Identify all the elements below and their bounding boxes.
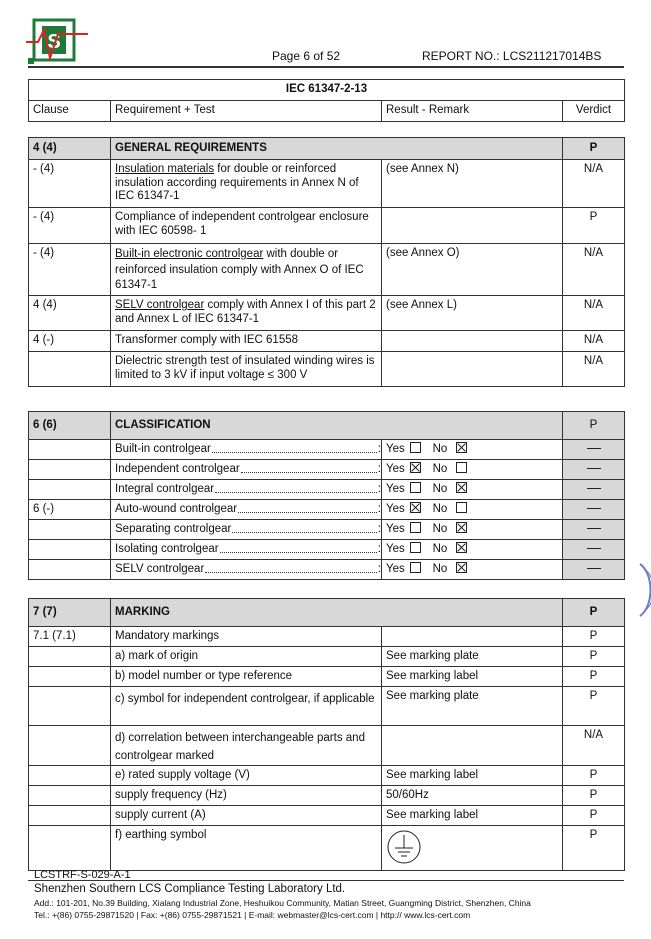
yes-checkbox[interactable]	[410, 502, 421, 513]
table-row: a) mark of origin See marking plate P	[29, 647, 625, 667]
table-row: 4 (-) Transformer comply with IEC 61558 N/A	[29, 331, 625, 352]
classification-label: Isolating controlgear	[115, 542, 219, 555]
svg-text:S: S	[47, 31, 61, 53]
table-row: Separating controlgear : Yes No	[29, 520, 625, 540]
verdict-dash	[587, 488, 601, 489]
header-rule	[28, 66, 624, 68]
table-row: f) earthing symbol P	[29, 826, 625, 871]
section-7-clause: 7 (7)	[29, 599, 111, 627]
section-4-table	[28, 137, 625, 387]
section-6-table	[28, 411, 625, 580]
table-row: 6 (-) Auto-wound controlgear : Yes No	[29, 500, 625, 520]
footer-rule	[28, 880, 624, 881]
table-row: b) model number or type reference See marking label P	[29, 667, 625, 687]
verdict-dash	[587, 468, 601, 469]
table-row: 4 (4) SELV controlgear comply with Annex I of this part 2 and Annex L of IEC 61347-1 (see Annex L) N/A	[29, 296, 625, 331]
classification-label: Integral controlgear	[115, 482, 215, 495]
classification-label: SELV controlgear	[115, 562, 205, 575]
section-7-table	[28, 598, 625, 871]
table-row: Integral controlgear : Yes No	[29, 480, 625, 500]
stamp-fragment-icon	[636, 560, 651, 620]
yes-checkbox[interactable]	[410, 542, 421, 553]
no-checkbox[interactable]	[456, 482, 467, 493]
section-4-verdict: P	[563, 138, 625, 160]
table-row: d) correlation between interchangeable parts and controlgear marked N/A	[29, 726, 625, 766]
no-checkbox[interactable]	[456, 502, 467, 513]
col-requirement: Requirement + Test	[111, 101, 382, 122]
table-row: SELV controlgear : Yes No	[29, 560, 625, 580]
classification-label: Independent controlgear	[115, 462, 240, 475]
verdict-dash	[587, 448, 601, 449]
verdict-dash	[587, 528, 601, 529]
table-row: Built-in controlgear : Yes No	[29, 440, 625, 460]
table-row: Isolating controlgear : Yes No	[29, 540, 625, 560]
report-number: REPORT NO.: LCS211217014BS	[422, 49, 602, 63]
yes-checkbox[interactable]	[410, 562, 421, 573]
section-6-verdict: P	[563, 412, 625, 440]
company-name: Shenzhen Southern LCS Compliance Testing Laboratory Ltd.	[34, 883, 346, 895]
verdict-dash	[587, 568, 601, 569]
no-checkbox[interactable]	[456, 442, 467, 453]
company-address: Add.: 101-201, No.39 Building, Xialang Industrial Zone, Heshuikou Community, Matian Street, Guangming District, Shenzhen, China	[34, 898, 531, 908]
table-row: supply current (A) See marking label P	[29, 806, 625, 826]
yes-checkbox[interactable]	[410, 462, 421, 473]
section-7-heading	[29, 599, 625, 627]
section-7-title: MARKING	[111, 599, 563, 627]
yes-checkbox[interactable]	[410, 522, 421, 533]
no-checkbox[interactable]	[456, 522, 467, 533]
col-clause: Clause	[29, 101, 111, 122]
table-row: - (4) Compliance of independent controlgear enclosure with IEC 60598- 1 P	[29, 208, 625, 244]
col-result: Result - Remark	[382, 101, 563, 122]
company-contact: Tel.: +(86) 0755-29871520 | Fax: +(86) 0755-29871521 | E-mail: webmaster@lcs-cert.com | http:// www.lcs-cert.com	[34, 910, 471, 920]
table-row: c) symbol for independent controlgear, if applicable See marking plate P	[29, 687, 625, 726]
yes-checkbox[interactable]	[410, 482, 421, 493]
table-row: Dielectric strength test of insulated winding wires is limited to 3 kV if input voltage ≤ 300 V N/A	[29, 352, 625, 387]
standard-title: IEC 61347-2-13	[29, 80, 625, 101]
section-4-clause: 4 (4)	[29, 138, 111, 160]
classification-label: Separating controlgear	[115, 522, 232, 535]
no-checkbox[interactable]	[456, 542, 467, 553]
header-table	[28, 79, 625, 122]
verdict-dash	[587, 508, 601, 509]
table-row: - (4) Insulation materials for double or reinforced insulation according requirements in Annex N of IEC 61347-1 (see Annex N) N/A	[29, 160, 625, 208]
classification-label: Built-in controlgear	[115, 442, 211, 455]
verdict-dash	[587, 548, 601, 549]
section-6-heading	[29, 412, 625, 440]
table-row: - (4) Built-in electronic controlgear with double or reinforced insulation comply with Annex O of IEC 61347-1 (see Annex O) N/A	[29, 244, 625, 296]
earth-symbol-icon	[386, 829, 422, 865]
table-row: Independent controlgear : Yes No	[29, 460, 625, 480]
yes-checkbox[interactable]	[410, 442, 421, 453]
table-row: 7.1 (7.1) Mandatory markings P	[29, 627, 625, 647]
no-checkbox[interactable]	[456, 562, 467, 573]
section-6-title: CLASSIFICATION	[111, 412, 563, 440]
col-verdict: Verdict	[563, 101, 625, 122]
form-number: LCSTRF-S-029-A-1	[34, 869, 131, 881]
lcs-logo	[24, 14, 90, 66]
table-row: supply frequency (Hz) 50/60Hz P	[29, 786, 625, 806]
section-7-verdict: P	[563, 599, 625, 627]
classification-label: Auto-wound controlgear	[115, 502, 238, 515]
section-6-clause: 6 (6)	[29, 412, 111, 440]
page-number: Page 6 of 52	[272, 49, 341, 63]
section-4-heading	[29, 138, 625, 160]
section-4-title: GENERAL REQUIREMENTS	[111, 138, 563, 160]
no-checkbox[interactable]	[456, 462, 467, 473]
table-row: e) rated supply voltage (V) See marking label P	[29, 766, 625, 786]
